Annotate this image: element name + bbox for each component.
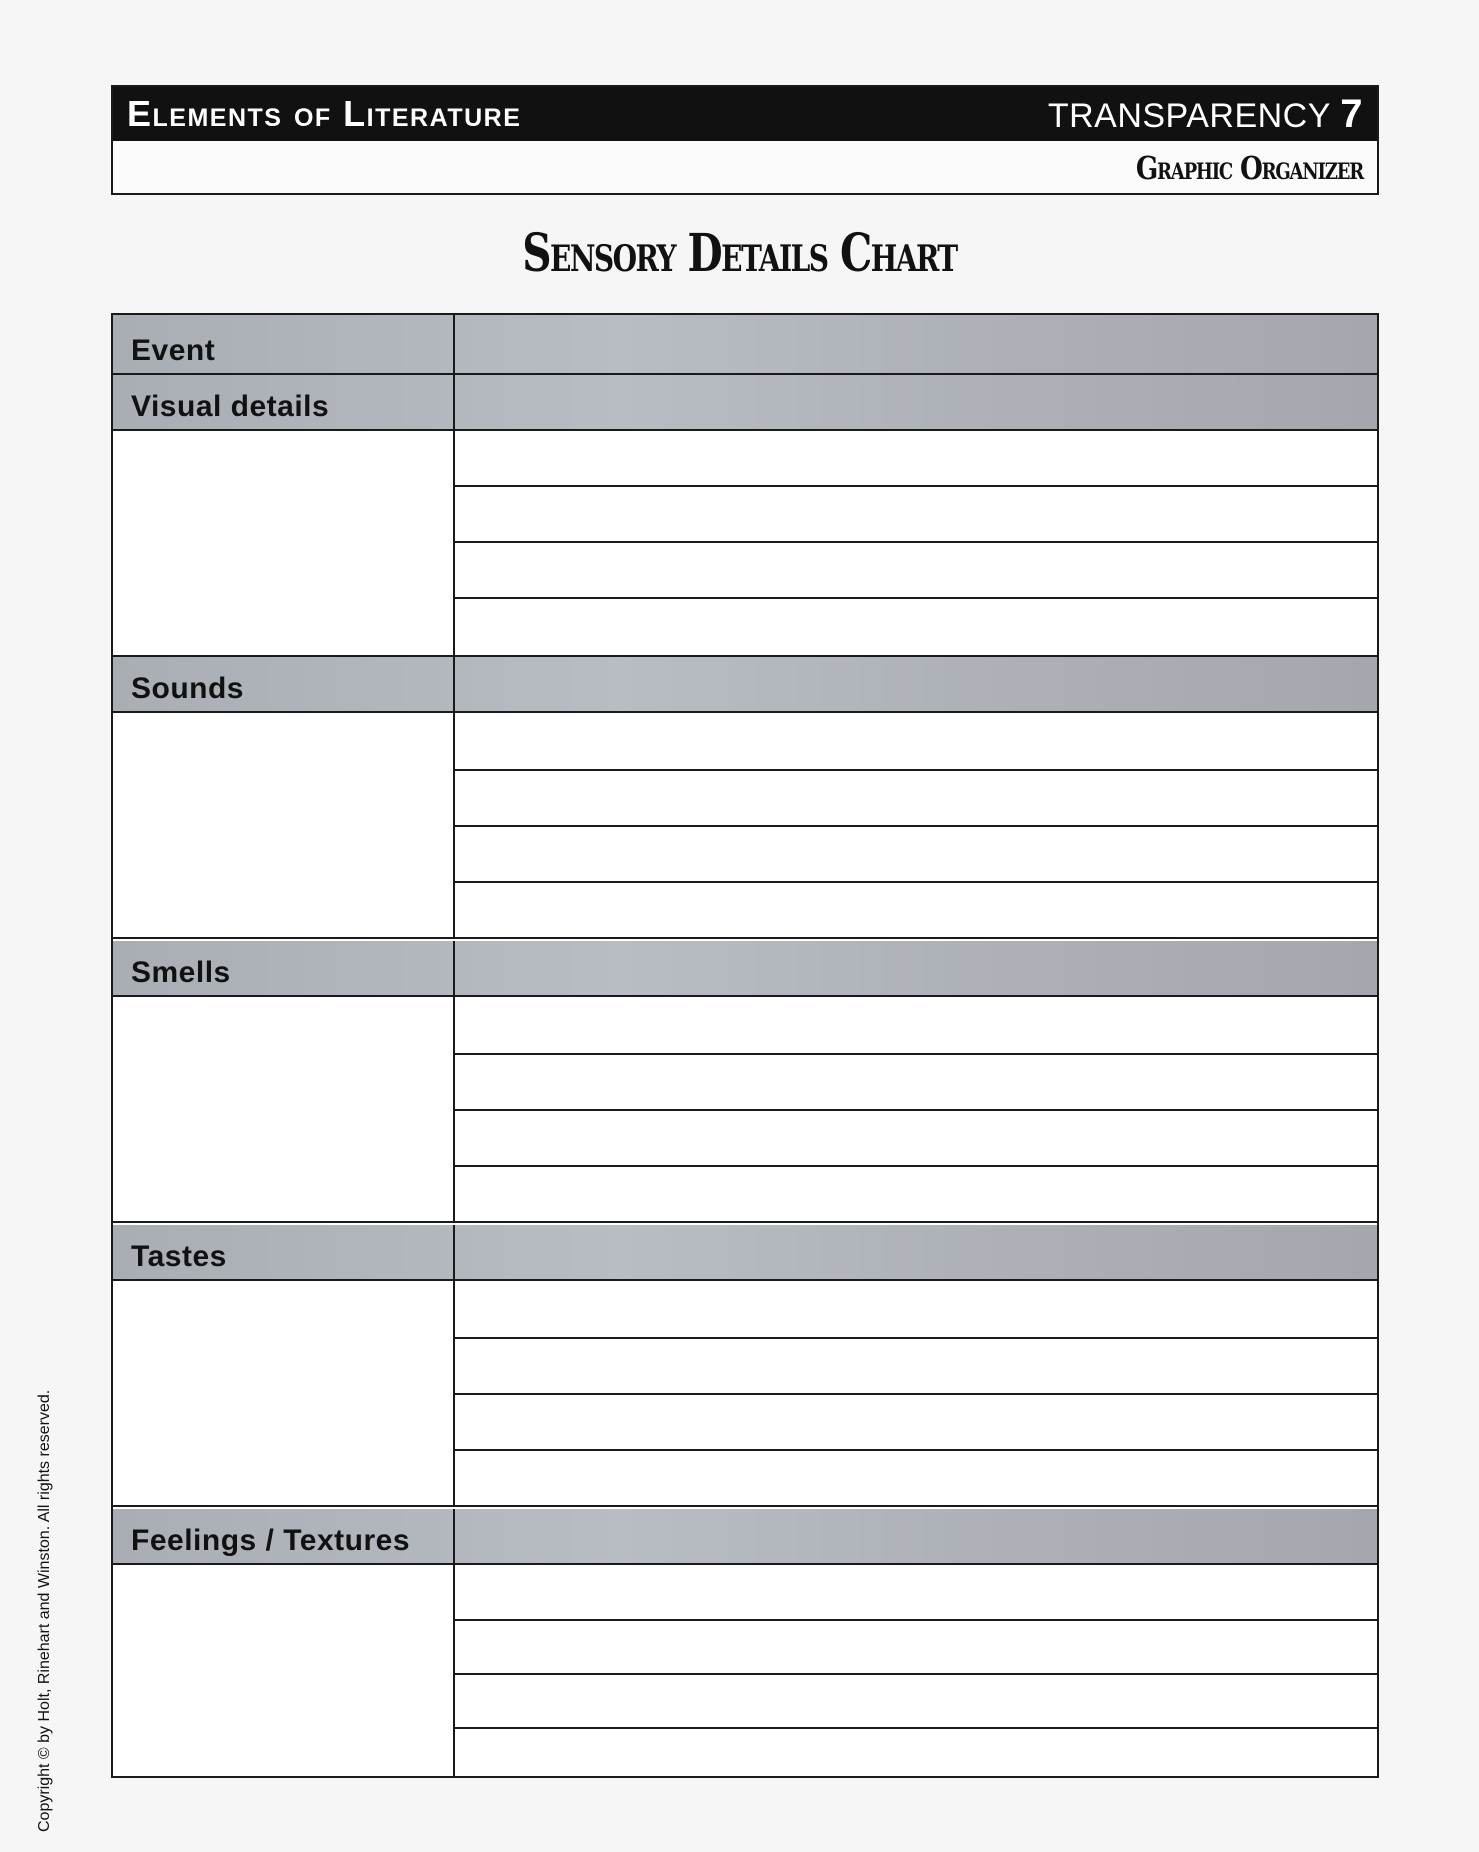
event-label: Event	[131, 334, 216, 367]
section-label-sounds: Sounds	[131, 672, 244, 705]
answer-line[interactable]	[455, 1675, 1377, 1729]
answer-line[interactable]	[455, 771, 1377, 825]
section-body-sounds	[113, 713, 1377, 939]
answer-line[interactable]	[455, 1339, 1377, 1393]
answer-line[interactable]	[455, 1565, 1377, 1619]
chart-title	[0, 222, 1479, 286]
copyright-notice: Copyright © by Holt, Rinehart and Winston. All rights reserved.	[36, 1389, 53, 1832]
section-header-tastes	[113, 1225, 1377, 1281]
transparency-label	[1048, 91, 1363, 139]
header-bar	[113, 87, 1377, 141]
section-label-tastes: Tastes	[131, 1240, 227, 1273]
answer-line[interactable]	[455, 1167, 1377, 1221]
answer-line[interactable]	[455, 1451, 1377, 1505]
section-body-feelings-textures	[113, 1565, 1377, 1776]
transparency-text: TRANSPARENCY	[1047, 97, 1331, 135]
answer-line[interactable]	[455, 713, 1377, 767]
answer-line[interactable]	[455, 1729, 1377, 1776]
transparency-number: 7	[1340, 92, 1363, 136]
column-divider	[453, 1225, 455, 1279]
event-answer-field[interactable]	[455, 315, 1377, 373]
answer-line[interactable]	[455, 997, 1377, 1051]
sensory-details-table	[111, 313, 1379, 1778]
answer-line[interactable]	[455, 883, 1377, 937]
graphic-organizer-label: Graphic Organizer	[1135, 149, 1363, 187]
section-header-visual-details	[113, 375, 1377, 431]
answer-line[interactable]	[455, 1111, 1377, 1165]
column-divider	[453, 375, 455, 429]
column-divider	[453, 941, 455, 995]
column-divider	[453, 1509, 455, 1563]
section-body-visual-details	[113, 431, 1377, 657]
section-label-feelings-textures: Feelings / Textures	[131, 1524, 411, 1557]
answer-line[interactable]	[455, 1621, 1377, 1675]
answer-line[interactable]	[455, 599, 1377, 653]
column-divider	[453, 657, 455, 711]
answer-line[interactable]	[455, 1281, 1377, 1335]
section-header-smells	[113, 941, 1377, 997]
section-header-sounds	[113, 657, 1377, 713]
answer-line[interactable]	[455, 487, 1377, 541]
series-title: Elements of Literature	[127, 93, 522, 134]
section-body-smells	[113, 997, 1377, 1223]
answer-line[interactable]	[455, 431, 1377, 485]
section-label-visual-details: Visual details	[131, 390, 330, 423]
answer-line[interactable]	[455, 543, 1377, 597]
chart-title-text: Sensory Details Chart	[522, 223, 957, 284]
answer-line[interactable]	[455, 1055, 1377, 1109]
answer-line[interactable]	[455, 1395, 1377, 1449]
page-header	[111, 85, 1379, 195]
section-header-feelings-textures	[113, 1509, 1377, 1565]
section-body-tastes	[113, 1281, 1377, 1507]
answer-line[interactable]	[455, 827, 1377, 881]
section-label-smells: Smells	[131, 956, 231, 989]
